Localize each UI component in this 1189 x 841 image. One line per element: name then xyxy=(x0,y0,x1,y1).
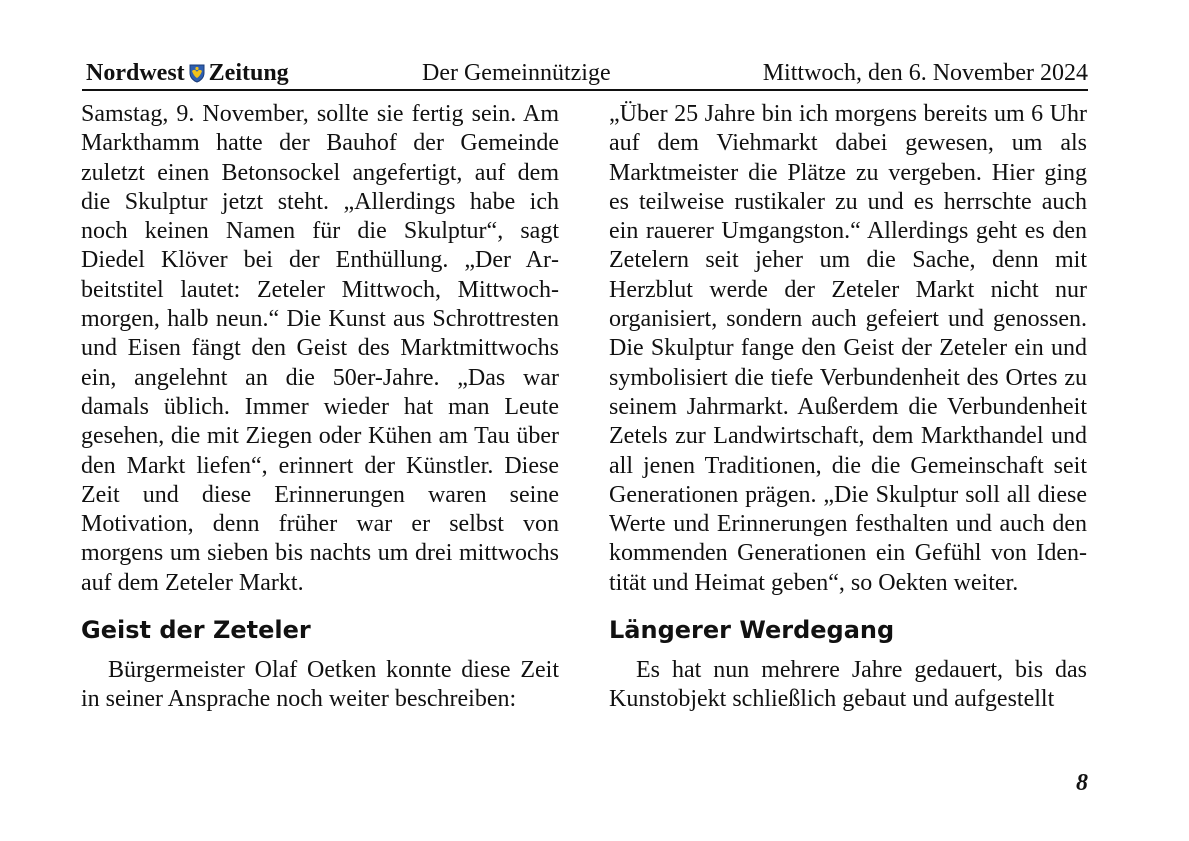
page-header xyxy=(82,55,1088,91)
issue-date: Mittwoch, den 6. November 2024 xyxy=(762,60,1088,86)
newspaper-brand xyxy=(86,59,289,87)
left-paragraph-1: Samstag, 9. November, sollte sie fertig sein. Am Markthamm hatte der Bauhof der Gemeinde zuletzt einen Betonsockel angefertigt, auf dem die Skulptur jetzt steht. „Allerdings habe ich noch keinen Namen für die Skulptur“, sagt Diedel Klöver bei der Enthüllung. „Der Arbeitstitel lautet: Zeteler Mittwoch, Mittwochmorgen, halb neun.“ Die Kunst aus Schrottresten und Eisen fängt den Geist des Marktmittwochs ein, angelehnt an die 50er-Jahre. „Das war damals üblich. Immer wieder hat man Leute gesehen, die mit Ziegen oder Kühen am Tau über den Markt liefen“, erinnert der Künstler. Diese Zeit und diese Erinnerungen waren seine Motivation, denn früher war er selbst von morgens um sieben bis nachts um drei mittwochs auf dem Zeteler Markt. xyxy=(81,101,559,596)
left-column xyxy=(81,100,559,715)
left-paragraph-2: Bürgermeister Olaf Oetken konnte diese Zeit in seiner Ansprache noch weiter beschreiben: xyxy=(81,657,559,713)
coat-of-arms-icon xyxy=(189,64,205,83)
right-column xyxy=(609,100,1087,715)
right-paragraph-2: Es hat nun mehrere Jahre gedauert, bis das Kunstobjekt schließlich gebaut und aufgestellt xyxy=(609,657,1087,713)
right-section-heading: Längerer Werdegang xyxy=(609,616,895,645)
page-number: 8 xyxy=(1076,770,1088,796)
right-paragraph-1: „Über 25 Jahre bin ich morgens bereits um 6 Uhr auf dem Viehmarkt dabei gewesen, um als Marktmeister die Plätze zu vergeben. Hier ging es teilweise rustikaler zu und es herrschte auch ein rauerer Umgangston.“ Allerdings geht es den Zetelern seit jeher um die Sache, denn mit Herzblut werde der Zeteler Markt nicht nur organisiert, sondern auch gefeiert und genossen. Die Skulptur fange den Geist der Zeteler ein und symbolisiert die tiefe Verbundenheit des Ortes zu seinem Jahrmarkt. Außerdem die Verbundenheit Zetels zur Landwirtschaft, dem Markthandel und all jenen Traditionen, die die Gemeinschaft seit Generationen prägen. „Die Skulptur soll all diese Werte und Erinnerungen festhalten und auch den kommenden Generationen ein Gefühl von Identität und Heimat geben“, so Oekten weiter. xyxy=(609,101,1087,596)
brand-name-left: Nordwest xyxy=(86,60,185,86)
brand-name-right: Zeitung xyxy=(208,60,289,86)
left-section-heading: Geist der Zeteler xyxy=(81,616,311,645)
publication-title: Der Gemeinnützige xyxy=(422,60,611,86)
